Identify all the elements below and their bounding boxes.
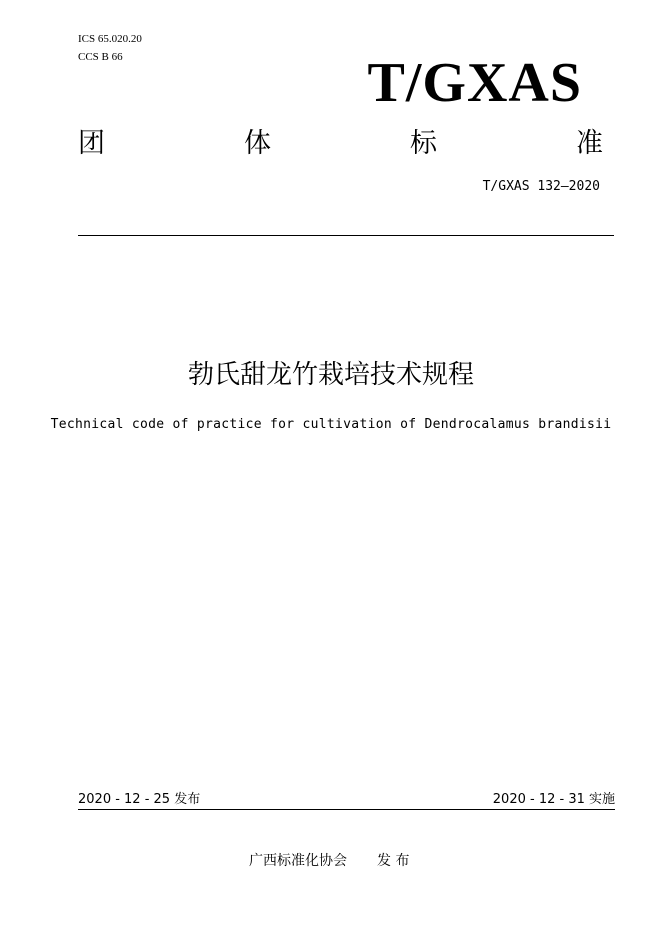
ics-code: ICS 65.020.20	[78, 33, 142, 45]
publisher-line	[249, 852, 409, 870]
standard-type-char: 体	[244, 128, 271, 159]
standard-number: T/GXAS 132—2020	[482, 179, 600, 194]
implement-date: 2020 - 12 - 31 实施	[492, 792, 615, 807]
title-english: Technical code of practice for cultivation of Dendrocalamus brandisii	[50, 417, 612, 432]
ccs-code: CCS B 66	[78, 51, 123, 63]
publish-date: 2020 - 12 - 25 发布	[78, 792, 201, 807]
standard-type-label	[78, 128, 603, 160]
header-divider	[78, 235, 614, 236]
title-chinese: 勃氏甜龙竹栽培技术规程	[187, 360, 474, 390]
standard-type-char: 准	[576, 128, 603, 159]
standard-code-heading: T/GXAS	[367, 52, 582, 114]
publisher-action: 发 布	[377, 853, 410, 869]
standard-type-char: 标	[410, 128, 437, 159]
standard-type-char: 团	[78, 128, 105, 159]
footer-divider	[78, 809, 615, 810]
publisher-name: 广西标准化协会	[249, 853, 347, 869]
